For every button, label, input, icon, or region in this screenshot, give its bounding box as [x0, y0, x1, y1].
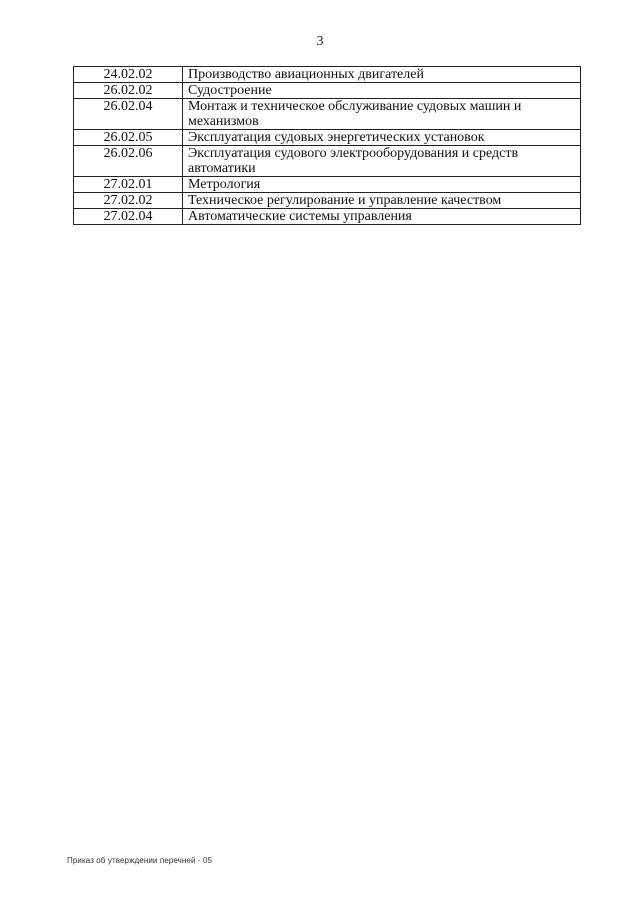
specialties-table [73, 66, 581, 225]
specialty-code: 27.02.04 [74, 209, 183, 225]
table-row [74, 130, 581, 146]
specialty-name: Автоматические системы управления [183, 209, 581, 225]
table-row [74, 177, 581, 193]
specialty-code: 24.02.02 [74, 67, 183, 83]
specialty-name: Эксплуатация судового электрооборудования и средств автоматики [183, 146, 581, 177]
specialty-name: Техническое регулирование и управление качеством [183, 193, 581, 209]
specialty-name: Эксплуатация судовых энергетических установок [183, 130, 581, 146]
footer-note: Приказ об утверждении перечней - 05 [67, 856, 213, 865]
specialty-code: 26.02.06 [74, 146, 183, 177]
specialty-code: 27.02.02 [74, 193, 183, 209]
table-row [74, 193, 581, 209]
table-row [74, 83, 581, 99]
specialty-code: 27.02.01 [74, 177, 183, 193]
specialty-name: Метрология [183, 177, 581, 193]
specialty-name: Монтаж и техническое обслуживание судовых машин и механизмов [183, 99, 581, 130]
table-row [74, 67, 581, 83]
specialty-name: Производство авиационных двигателей [183, 67, 581, 83]
table-row [74, 99, 581, 130]
page-number: 3 [316, 34, 324, 49]
table-row [74, 209, 581, 225]
table-row [74, 146, 581, 177]
specialty-code: 26.02.04 [74, 99, 183, 130]
specialty-code: 26.02.02 [74, 83, 183, 99]
specialty-code: 26.02.05 [74, 130, 183, 146]
specialty-name: Судостроение [183, 83, 581, 99]
